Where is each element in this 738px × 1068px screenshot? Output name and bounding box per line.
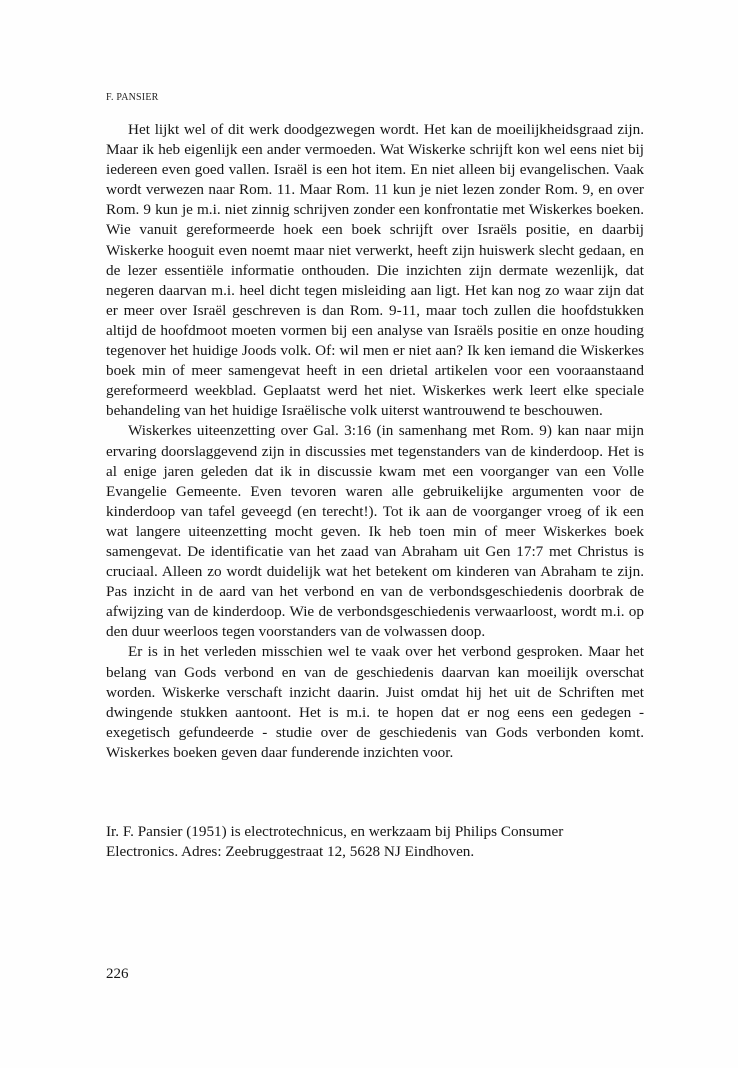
author-note-line-1: Ir. F. Pansier (1951) is electrotechnicus, en werkzaam bij Philips Consumer: [106, 823, 564, 840]
paragraph-3: Er is in het verleden misschien wel te vaak over het verbond gesproken. Maar het belang van Gods verbond en van de geschiedenis daarvan kan moeilijk overschat worden. Wiskerke verschaft inzicht daarin. Juist omdat hij het uit de Schriften met dwingende stukken aantoont. Het is m.i. te hopen dat er nog eens een gedegen - exegetisch gefundeerde - studie over de geschiedenis van Gods verbonden komt. Wiskerkes boeken geven daar funderende inzichten voor.: [106, 643, 644, 761]
running-head: F. PANSIER: [106, 92, 159, 103]
paragraph-2: Wiskerkes uiteenzetting over Gal. 3:16 (in samenhang met Rom. 9) kan naar mijn ervaring doorslaggevend zijn in discussies met tegenstanders van de kinderdoop. Het is al enige jaren geleden dat ik in discussie kwam met een voorganger van een Volle Evangelie Gemeente. Even tevoren waren alle gebruikelijke argumenten voor de kinderdoop van tafel geveegd (en terecht!). Tot ik aan de voorganger vroeg of ik een wat langere uiteenzetting mocht geven. Ik heb toen min of meer Wiskerkes boek samengevat. De identificatie van het zaad van Abraham uit Gen 17:7 met Christus is cruciaal. Alleen zo wordt duidelijk wat het betekent om kinderen van Abraham te zijn. Pas inzicht in de aard van het verbond en van de verbondsgeschiedenis doorbrak de afwijzing van de kinderdoop. Wie de verbondsgeschiedenis verwaarloost, wordt m.i. op den duur weerloos tegen voorstanders van de volwassen doop.: [106, 422, 644, 641]
author-note-line-2: Electronics. Adres: Zeebruggestraat 12, 5628 NJ Eindhoven.: [106, 843, 475, 860]
paragraph-1: Het lijkt wel of dit werk doodgezwegen wordt. Het kan de moeilijkheidsgraad zijn. Maar ik heb eigenlijk een ander vermoeden. Wat Wiskerke schrijft kon wel eens niet bij iedereen even goed vallen. Israël is een hot item. En niet alleen bij evangelischen. Vaak wordt verwezen naar Rom. 11. Maar Rom. 11 kun je niet lezen zonder Rom. 9, en over Rom. 9 kun je m.i. niet zinnig schrijven zonder een konfrontatie met Wiskerkes boeken. Wie vanuit gereformeerde hoek een boek schrijft over Israëls positie, en daarbij Wiskerke hooguit even noemt maar niet verwerkt, heeft zijn huiswerk slecht gedaan, en de lezer essentiële informatie onthouden. Die inzichten zijn dermate wezenlijk, dat negeren daarvan m.i. heel dicht tegen misleiding aan ligt. Het kan nog zo waar zijn dat er meer over Israël geschreven is dan Rom. 9-11, maar toch zullen die hoofdstukken altijd de hoofdmoot moeten vormen bij een analyse van Israëls positie en onze houding tegenover het huidige Joods volk. Of: wil men er niet aan? Ik ken iemand die Wiskerkes boek min of meer samengevat heeft in een drietal artikelen voor een vooraanstaand gereformeerd weekblad. Geplaatst werd het niet. Wiskerkes werk leert elke speciale behandeling van het huidige Israëlische volk uiterst wantrouwend te beschouwen.: [106, 121, 644, 420]
article-body: [106, 120, 644, 763]
author-note: [106, 822, 666, 862]
page-number: 226: [106, 966, 129, 982]
